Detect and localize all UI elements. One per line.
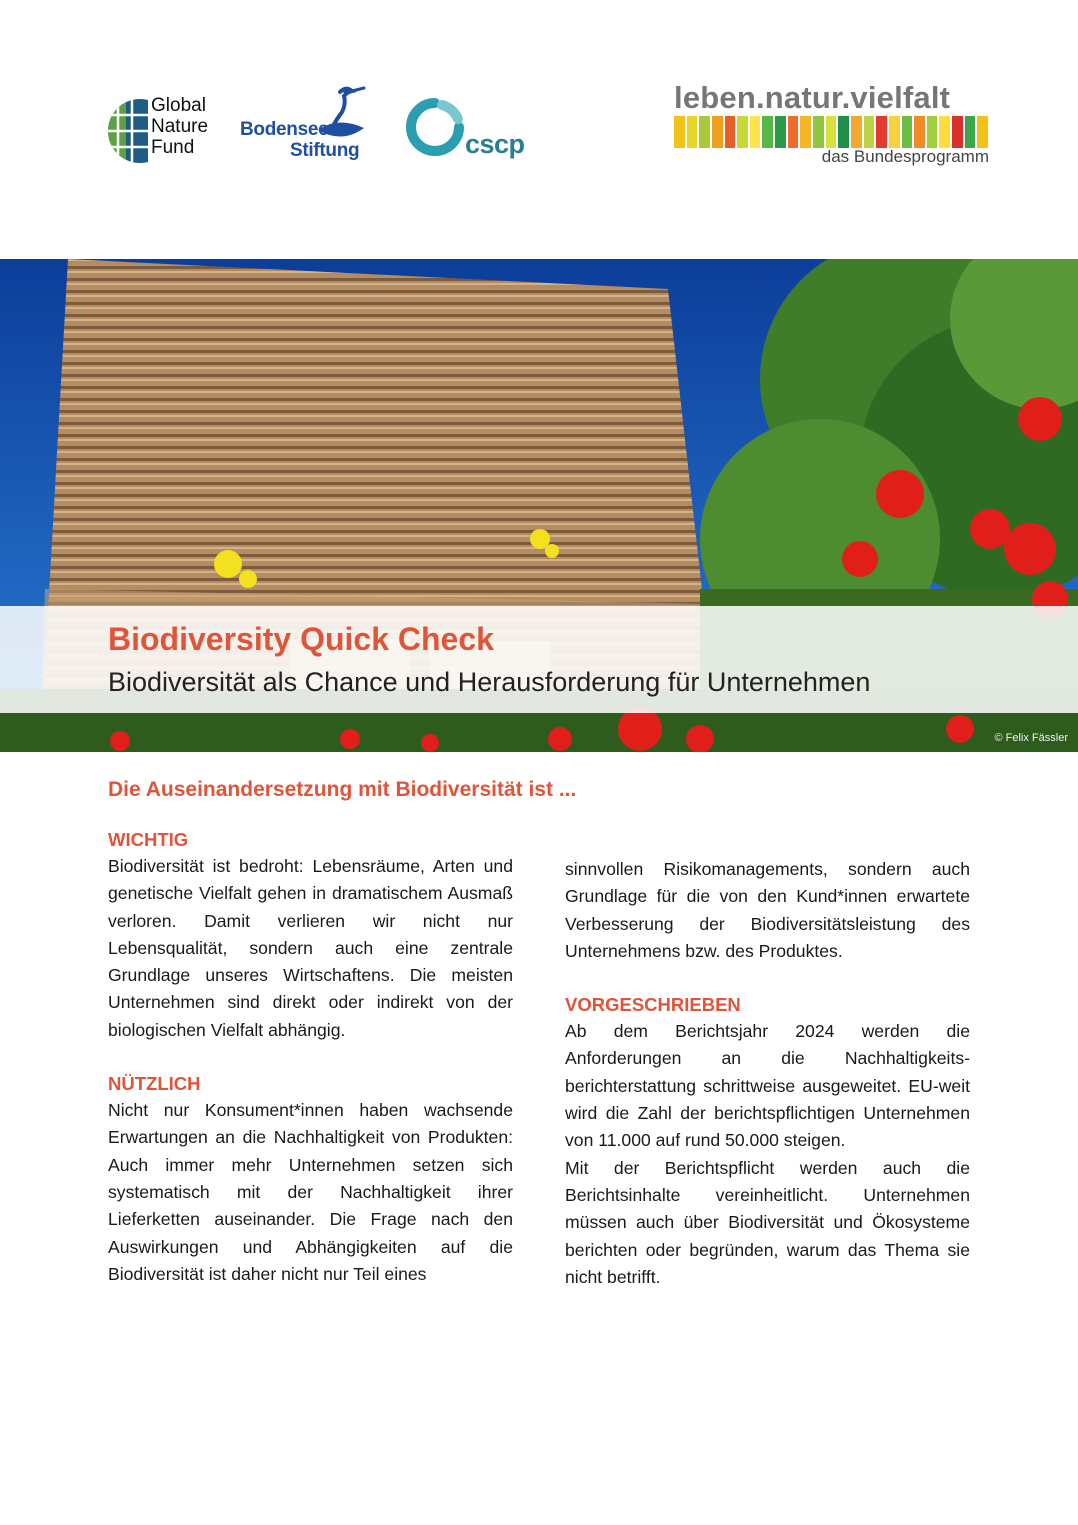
cscp-text: cscp <box>465 129 525 159</box>
color-bar <box>902 116 913 148</box>
color-bar <box>775 116 786 148</box>
photo-credit: © Felix Fässler <box>994 732 1068 744</box>
color-bar <box>838 116 849 148</box>
bundesprogramm-logo <box>674 80 992 170</box>
section-heading-wichtig: WICHTIG <box>108 829 189 850</box>
bodensee-line-1: Bodensee <box>240 119 329 140</box>
color-bar <box>813 116 824 148</box>
section-text-continued: sinnvollen Risikomanagements, sondern auch Grundlage für die von den Kund*innen erwartete Verbesserung der Biodiversitätsleistung des Unternehmens bzw. des Produktes. <box>565 859 970 961</box>
color-bar <box>712 116 723 148</box>
hero-subtitle: Biodiversität als Chance und Herausforderung für Unternehmen <box>108 667 871 697</box>
color-bar <box>788 116 799 148</box>
right-column <box>565 856 970 1291</box>
color-bar <box>737 116 748 148</box>
bundesprogramm-subtitle: das Bundesprogramm <box>821 147 989 166</box>
color-bar <box>750 116 761 148</box>
bundesprogramm-title: leben.natur.vielfalt <box>674 80 951 115</box>
bodensee-line-2: Stiftung <box>290 140 360 161</box>
color-bar <box>699 116 710 148</box>
section-heading-vorgeschrieben: VORGESCHRIEBEN <box>565 994 741 1016</box>
gnf-line-2: Nature <box>151 116 209 137</box>
color-bar <box>725 116 736 148</box>
cscp-ring-icon <box>404 95 466 161</box>
color-bar <box>927 116 938 148</box>
global-nature-fund-logo <box>106 95 226 167</box>
hero-title: Biodiversity Quick Check <box>108 621 494 657</box>
color-bar <box>674 116 685 148</box>
color-bar-strip <box>674 116 990 148</box>
section-text-vorgeschrieben-1: Ab dem Berichtsjahr 2024 werden die Anforderungen an die Nachhaltigkeits-berichterstattung schrittweise ausgeweitet. EU-weit wird die Zahl der berichtspflichtigen Unternehmen von 11.000 auf rund 50.000 steigen. <box>565 1021 970 1151</box>
color-bar <box>826 116 837 148</box>
gnf-line-3: Fund <box>151 137 195 158</box>
color-bar <box>687 116 698 148</box>
color-bar <box>952 116 963 148</box>
cscp-logo <box>404 95 529 165</box>
color-bar <box>876 116 887 148</box>
gnf-line-1: Global <box>151 95 206 116</box>
color-bar <box>800 116 811 148</box>
color-bar <box>977 116 988 148</box>
hero-banner <box>0 259 1078 752</box>
section-text-vorgeschrieben-2: Mit der Berichtspflicht werden auch die Berichtsinhalte vereinheitlicht. Unternehmen müssen auch über Biodiversität und Ökosysteme berichten oder begründen, warum das Thema sie nicht betrifft. <box>565 1157 970 1287</box>
section-text-nuetzlich: Nicht nur Konsument*innen haben wachsende Erwartungen an die Nachhaltigkeit von Produkten: Auch immer mehr Unternehmen setzen sich systematisch mit der Nachhaltigkeit ihrer Lieferketten auseinander. Die Frage nach den Auswirkungen und Abhängigkeiten auf die Biodiversität ist daher nicht nur Teil eines <box>108 1100 513 1284</box>
color-bar <box>889 116 900 148</box>
color-bar <box>864 116 875 148</box>
intro-heading: Die Auseinandersetzung mit Biodiversität ist ... <box>108 778 577 801</box>
globe-icon <box>106 97 148 165</box>
section-text-wichtig: Biodiversität ist bedroht: Lebensräume, Arten und genetische Vielfalt gehen in dramatischem Ausmaß verloren. Damit verlieren wir nicht nur Lebensqualität, sondern auch eine zentrale Grundlage unseres Wirtschaftens. Die meisten Unternehmen sind direkt oder indirekt von der biologischen Vielfalt abhängig. <box>108 856 513 1040</box>
color-bar <box>762 116 773 148</box>
color-bar <box>851 116 862 148</box>
color-bar <box>914 116 925 148</box>
color-bar <box>965 116 976 148</box>
color-bar <box>939 116 950 148</box>
bodensee-stiftung-logo <box>240 86 385 166</box>
left-column <box>108 827 513 1288</box>
section-heading-nuetzlich: NÜTZLICH <box>108 1073 201 1095</box>
